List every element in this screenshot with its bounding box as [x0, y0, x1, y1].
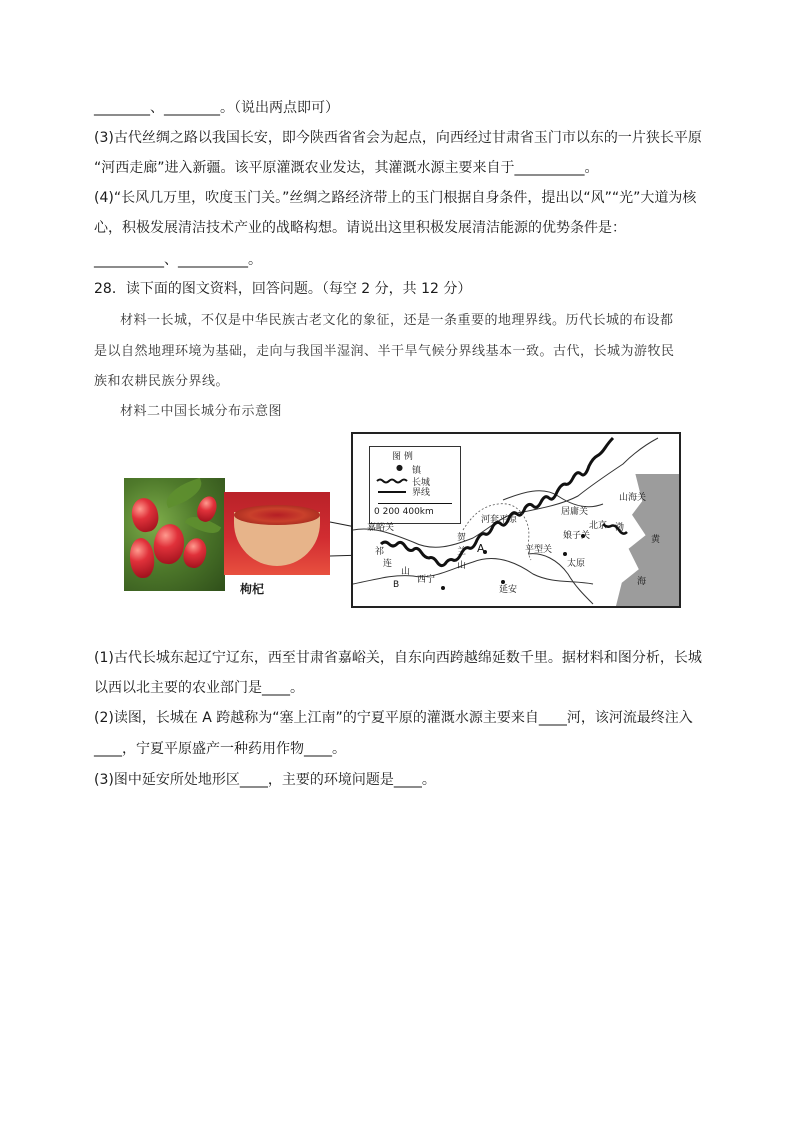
- label-a: A: [477, 542, 485, 555]
- q27-answer-blanks: ________、________。（说出两点即可）: [94, 100, 339, 116]
- q28-part3-line1: (3)图中延安所处地形区____，主要的环境问题是____。: [94, 772, 436, 788]
- q27-part4-line3: __________、__________。: [94, 252, 262, 268]
- q27-part3-line1: (3)古代丝绸之路以我国长安，即今陕西省省会为起点，向西经过甘肃省玉门市以东的一片狭长平原: [94, 130, 702, 146]
- great-wall-map: [351, 432, 681, 608]
- label-helan-1: 贺: [457, 533, 467, 543]
- label-pingxingguan: 平型关: [525, 545, 553, 555]
- label-huang: 黄: [651, 535, 661, 545]
- map-legend: 图 例 ● 镇 长城 界线 0 200 400km: [369, 446, 461, 524]
- label-hetao: 河套平原: [481, 515, 518, 525]
- label-b: B: [393, 580, 400, 590]
- q28-material1-line1: 材料一长城，不仅是中华民族古老文化的象征，还是一条重要的地理界线。历代长城的布设都: [120, 313, 674, 328]
- q28-part2-line1: (2)读图，长城在 A 跨越称为“塞上江南”的宁夏平原的灌溉水源主要来自____河，该河流最终注入: [94, 710, 693, 726]
- q28-part1-line1: (1)古代长城东起辽宁辽东，西至甘肃省嘉峪关，自东向西跨越绵延数千里。据材料和图分析，长城: [94, 650, 702, 666]
- label-qilian-3: 山: [401, 567, 411, 577]
- label-taiyuan: 太原: [567, 559, 586, 569]
- q28-material1-line2: 是以自然地理环境为基础，走向与我国半湿润、半干旱气候分界线基本一致。古代，长城为游牧民: [94, 344, 675, 359]
- label-helan-2: 兰: [457, 547, 467, 557]
- label-xining: 西宁: [417, 575, 436, 585]
- q28-part1-line2: 以西以北主要的农业部门是____。: [94, 680, 304, 696]
- q28-material1-line3: 族和农耕民族分界线。: [94, 374, 230, 389]
- q28-material2-title: 材料二中国长城分布示意图: [120, 404, 283, 419]
- label-yanan: 延安: [499, 585, 518, 595]
- label-niangziguan: 娘子关: [563, 531, 591, 541]
- q27-part4-line1: (4)“长风几万里，吹度玉门关。”丝绸之路经济带上的玉门根据自身条件，提出以“风”“光”大道为核: [94, 190, 697, 206]
- label-hai: 海: [637, 577, 647, 587]
- label-beijing: 北京: [589, 521, 608, 531]
- label-jiayuguan: 嘉峪关: [367, 523, 395, 533]
- label-shanhaiguan: 山海关: [619, 493, 647, 503]
- q28-title: 28．读下面的图文资料，回答问题。（每空 2 分，共 12 分）: [94, 281, 472, 297]
- label-qilian-1: 祁: [375, 547, 385, 557]
- label-bohai: 渤: [615, 523, 625, 533]
- label-helan-3: 山: [457, 561, 467, 571]
- label-qilian-2: 连: [383, 559, 393, 569]
- q27-part4-line2: 心，积极发展清洁技术产业的战略构想。请说出这里积极发展清洁能源的优势条件是：: [94, 220, 626, 236]
- goji-caption: 枸杞: [240, 582, 265, 596]
- q27-part3-line2: “河西走廊”进入新疆。该平原灌溉农业发达，其灌溉水源主要来自于__________。: [94, 160, 599, 176]
- q28-part2-line2: ____，宁夏平原盛产一种药用作物____。: [94, 741, 346, 757]
- label-juyongguan: 居庸关: [561, 507, 589, 517]
